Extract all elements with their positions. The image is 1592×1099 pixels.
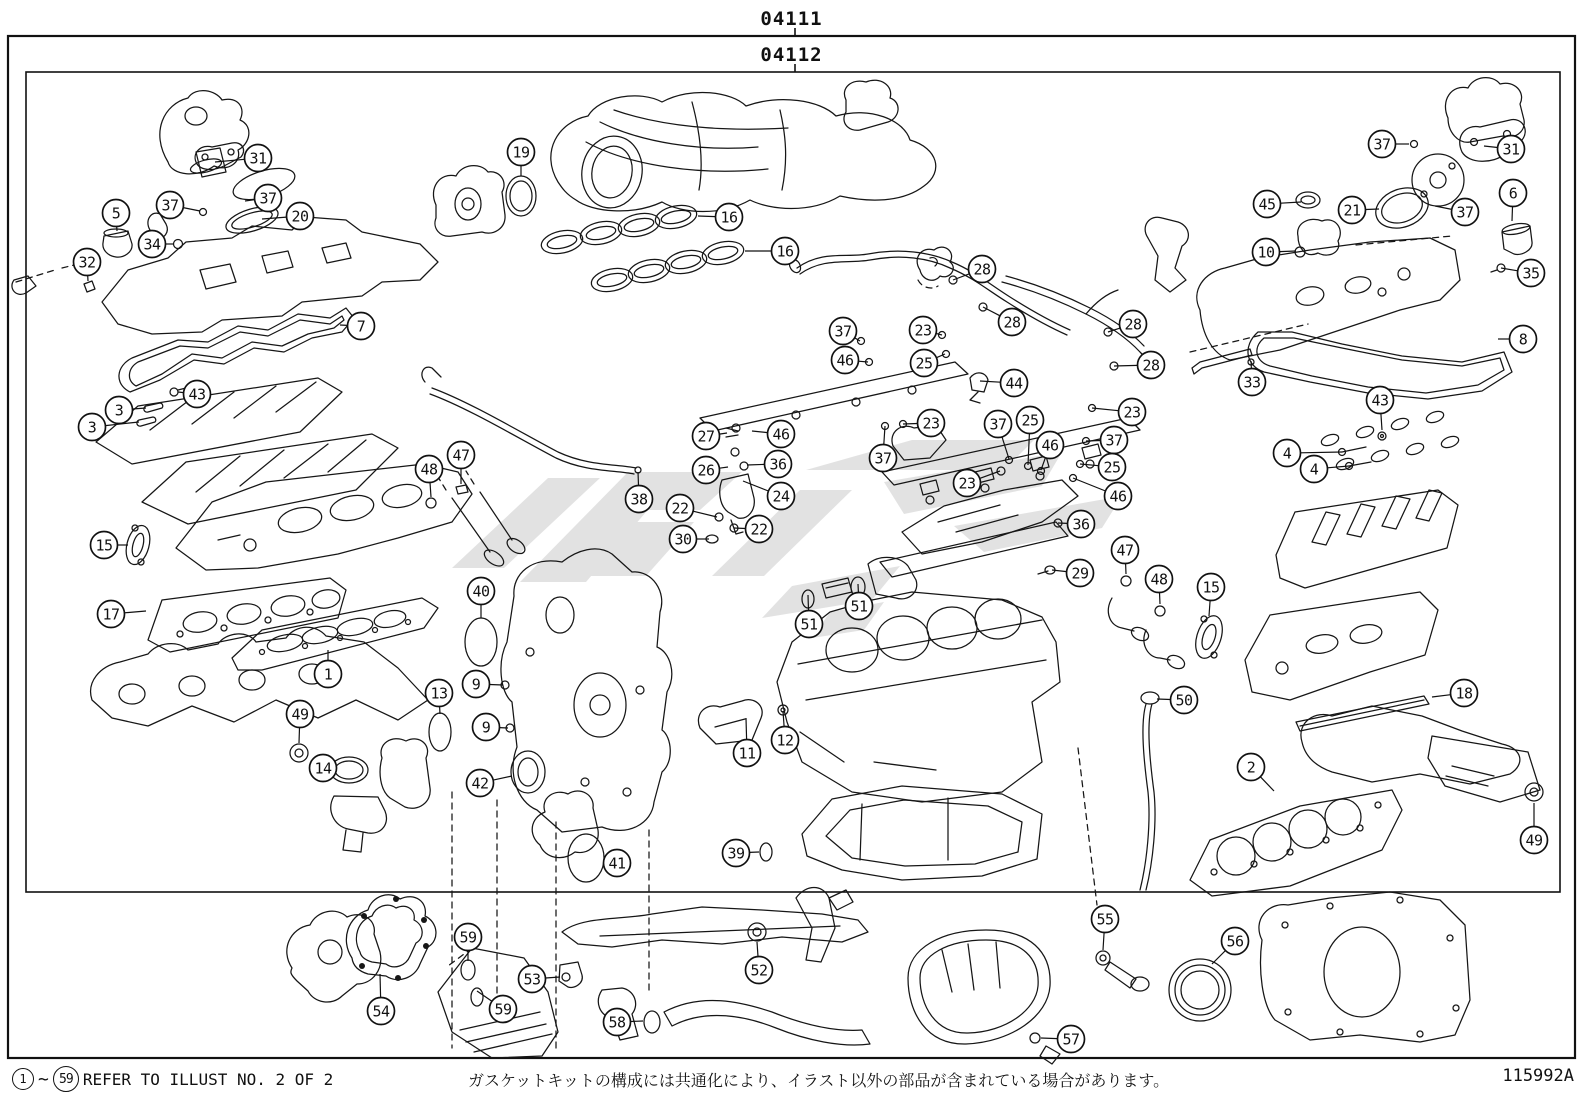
callout-leader-line xyxy=(490,685,504,686)
callout-number: 27 xyxy=(697,427,715,446)
callout-number: 37 xyxy=(1105,431,1123,450)
callout-41 xyxy=(604,850,631,877)
callout-number: 48 xyxy=(1150,570,1168,589)
callout-5 xyxy=(103,200,130,232)
callout-40 xyxy=(468,578,495,619)
callout-number: 23 xyxy=(914,321,932,340)
callout-12 xyxy=(772,711,799,754)
callout-number: 46 xyxy=(1109,487,1127,506)
callout-leader-line xyxy=(1092,408,1119,411)
callout-number: 30 xyxy=(674,530,692,549)
footer-reference-note xyxy=(12,1066,333,1092)
callout-leader-line xyxy=(1073,478,1106,491)
callout-number: 28 xyxy=(1003,313,1021,332)
callout-leader-line xyxy=(1114,365,1138,366)
callout-number: 37 xyxy=(1456,203,1474,222)
callout-43 xyxy=(178,381,211,408)
callout-50 xyxy=(1157,687,1198,714)
callout-leader-line xyxy=(546,977,561,978)
callout-leader-line xyxy=(299,728,300,744)
callout-number: 5 xyxy=(111,204,121,223)
callout-number: 3 xyxy=(114,401,124,420)
callout-number: 25 xyxy=(915,354,933,373)
callout-21 xyxy=(1339,197,1380,224)
callout-number: 47 xyxy=(1116,541,1134,560)
callout-43 xyxy=(1367,387,1394,431)
callout-9 xyxy=(473,714,509,741)
callout-number: 40 xyxy=(472,582,490,601)
callout-48 xyxy=(1146,566,1173,605)
callout-leader-line xyxy=(183,208,200,211)
figure-code-04111: 04111 xyxy=(760,8,823,30)
callout-leader-line xyxy=(808,595,809,611)
callout-37 xyxy=(830,318,861,345)
callout-49 xyxy=(287,701,314,744)
callout-leader-line xyxy=(430,483,431,498)
callout-39 xyxy=(723,840,760,867)
callout-number: 45 xyxy=(1258,195,1276,214)
callout-number: 23 xyxy=(922,414,940,433)
ref-circle-start: 1 xyxy=(12,1068,34,1090)
callout-number: 9 xyxy=(471,675,481,694)
callout-number: 2 xyxy=(1246,758,1256,777)
callout-leader-line xyxy=(936,333,942,335)
callout-23 xyxy=(903,410,945,437)
callout-2 xyxy=(1238,754,1275,792)
callout-leader-line xyxy=(1103,933,1104,951)
callout-47 xyxy=(1112,537,1139,575)
callout-number: 37 xyxy=(834,322,852,341)
callout-28 xyxy=(983,307,1026,336)
callout-number: 31 xyxy=(249,149,267,168)
callout-number: 37 xyxy=(259,189,277,208)
callout-number: 7 xyxy=(356,317,366,336)
callout-number: 15 xyxy=(95,536,113,555)
callout-number: 46 xyxy=(772,425,790,444)
callout-leader-line xyxy=(746,718,747,740)
callout-number: 22 xyxy=(671,499,689,518)
callout-leader-line xyxy=(743,481,768,491)
callout-number: 35 xyxy=(1522,264,1540,283)
callout-leader-line xyxy=(477,991,492,1001)
callout-leader-line xyxy=(1381,414,1382,431)
callout-number: 52 xyxy=(750,961,768,980)
callout-14 xyxy=(310,755,337,782)
callout-leader-line xyxy=(1280,251,1297,252)
callout-number: 16 xyxy=(776,242,794,261)
callout-number: 20 xyxy=(291,207,309,226)
callout-number: 41 xyxy=(608,854,626,873)
callout-53 xyxy=(519,966,561,993)
callout-number: 42 xyxy=(471,774,489,793)
callout-10 xyxy=(1253,239,1297,266)
callout-number: 29 xyxy=(1071,564,1089,583)
callout-number: 28 xyxy=(1142,356,1160,375)
callout-16 xyxy=(745,238,799,265)
callout-number: 58 xyxy=(608,1013,626,1032)
callout-number: 25 xyxy=(1103,458,1121,477)
callout-number: 54 xyxy=(372,1002,390,1021)
callout-number: 14 xyxy=(314,759,332,778)
callout-31 xyxy=(1484,136,1525,163)
callout-number: 47 xyxy=(452,446,470,465)
callout-37 xyxy=(1086,427,1128,454)
callout-28 xyxy=(1108,311,1147,338)
callout-leader-line xyxy=(1512,207,1513,222)
callout-18 xyxy=(1432,680,1478,707)
callout-leader-line xyxy=(719,467,728,468)
callout-number: 53 xyxy=(523,970,541,989)
callout-52 xyxy=(746,942,773,984)
callout-leader-line xyxy=(380,974,381,998)
callout-leader-line xyxy=(858,361,868,362)
callout-number: 31 xyxy=(1502,140,1520,159)
callout-28 xyxy=(953,256,996,283)
callout-number: 3 xyxy=(87,418,97,437)
callout-number: 22 xyxy=(750,520,768,539)
callout-leader-line xyxy=(1209,601,1210,617)
callout-16 xyxy=(698,204,743,231)
callout-number: 33 xyxy=(1243,373,1261,392)
callout-34 xyxy=(139,231,175,258)
callout-number: 57 xyxy=(1062,1030,1080,1049)
callout-leader-line xyxy=(631,1021,644,1022)
callout-leader-line xyxy=(719,433,727,434)
callout-number: 1 xyxy=(323,665,333,684)
callout-leader-line xyxy=(734,528,746,529)
callout-33 xyxy=(1239,361,1266,396)
callout-leader-line xyxy=(1157,699,1171,700)
callout-leader-line xyxy=(757,942,758,957)
callout-leader-line xyxy=(262,217,287,219)
callout-7 xyxy=(340,313,375,340)
callout-leader-line xyxy=(1366,209,1380,210)
callout-9 xyxy=(463,671,504,698)
callout-leader-line xyxy=(638,472,639,486)
callout-number: 18 xyxy=(1455,684,1473,703)
callout-55 xyxy=(1092,906,1119,951)
callout-45 xyxy=(1254,191,1302,218)
callout-leader-line xyxy=(752,431,768,433)
callout-number: 8 xyxy=(1518,330,1528,349)
callout-number: 59 xyxy=(494,1000,512,1019)
callout-leader-line xyxy=(747,464,765,465)
callout-number: 28 xyxy=(1124,315,1142,334)
callout-29 xyxy=(1052,560,1094,587)
figure-code-04112: 04112 xyxy=(760,44,823,66)
callout-leader-line xyxy=(1260,777,1274,791)
callout-number: 43 xyxy=(1371,391,1389,410)
callout-37 xyxy=(245,185,282,212)
callout-number: 13 xyxy=(430,684,448,703)
callout-leader-line xyxy=(1041,1038,1058,1039)
callout-46 xyxy=(752,421,795,448)
callout-number: 44 xyxy=(1005,374,1023,393)
callout-leader-line xyxy=(983,307,1000,316)
callout-35 xyxy=(1501,260,1545,287)
callout-56 xyxy=(1212,928,1249,965)
callout-number: 23 xyxy=(958,474,976,493)
callout-number: 50 xyxy=(1175,691,1193,710)
callout-number: 4 xyxy=(1309,460,1319,479)
callout-number: 34 xyxy=(143,235,161,254)
callout-leader-line xyxy=(1212,951,1226,965)
callout-23 xyxy=(910,317,943,344)
callout-leader-line xyxy=(1160,593,1161,605)
callout-49 xyxy=(1521,803,1548,854)
callout-6 xyxy=(1500,180,1527,222)
callout-37 xyxy=(1369,131,1410,158)
callout-number: 36 xyxy=(769,455,787,474)
callout-number: 36 xyxy=(1072,515,1090,534)
callout-number: 43 xyxy=(188,385,206,404)
callout-leader-line xyxy=(1435,206,1452,209)
callout-number: 19 xyxy=(512,143,530,162)
callout-28 xyxy=(1114,352,1165,379)
callout-number: 25 xyxy=(1021,411,1039,430)
callout-15 xyxy=(1198,574,1225,617)
callout-37 xyxy=(1435,199,1479,226)
callout-leader-line xyxy=(903,424,918,425)
callout-54 xyxy=(368,974,395,1025)
callout-13 xyxy=(426,680,453,715)
callout-leader-line xyxy=(1484,146,1498,148)
callout-number: 38 xyxy=(630,490,648,509)
callout-number: 37 xyxy=(989,415,1007,434)
callout-8 xyxy=(1498,326,1537,353)
callout-number: 23 xyxy=(1123,403,1141,422)
callout-17 xyxy=(98,601,147,628)
ref-circle-end: 59 xyxy=(53,1066,79,1092)
callout-leader-line xyxy=(783,711,784,727)
callout-number: 6 xyxy=(1508,184,1518,203)
callout-57 xyxy=(1041,1026,1085,1053)
ref-tilde: ~ xyxy=(38,1068,49,1090)
callout-number: 17 xyxy=(102,605,120,624)
callout-48 xyxy=(416,456,443,498)
callout-leader-line xyxy=(693,511,717,517)
callout-19 xyxy=(508,139,535,177)
callout-number: 39 xyxy=(727,844,745,863)
callout-number: 56 xyxy=(1226,932,1244,951)
callout-15 xyxy=(91,532,129,559)
callout-number: 37 xyxy=(1373,135,1391,154)
callout-leader-line xyxy=(1432,695,1451,697)
callout-leader-line xyxy=(1301,452,1343,453)
callout-number: 59 xyxy=(459,928,477,947)
callout-number: 24 xyxy=(772,487,790,506)
callout-number: 9 xyxy=(481,718,491,737)
callout-leader-line xyxy=(980,381,1001,382)
ref-text: REFER TO ILLUST NO. 2 OF 2 xyxy=(82,1069,334,1089)
callout-27 xyxy=(693,423,728,450)
callout-47 xyxy=(448,442,475,485)
callout-number: 55 xyxy=(1096,910,1114,929)
callout-number: 51 xyxy=(850,597,868,616)
callout-number: 48 xyxy=(420,460,438,479)
callout-number: 16 xyxy=(720,208,738,227)
callout-22 xyxy=(734,516,773,543)
callout-number: 28 xyxy=(973,260,991,279)
callout-number: 26 xyxy=(697,461,715,480)
drawing-code: 115992A xyxy=(1502,1066,1574,1086)
callout-37 xyxy=(157,192,201,219)
callout-number: 4 xyxy=(1282,444,1292,463)
callout-23 xyxy=(1092,399,1146,426)
callout-11 xyxy=(734,718,761,767)
callout-number: 51 xyxy=(800,615,818,634)
callout-leader-line xyxy=(125,611,147,613)
callout-32 xyxy=(74,249,101,282)
footer-japanese-note: ガスケットキットの構成には共通化により、イラスト以外の部品が含まれている場合があります。 xyxy=(468,1071,1170,1090)
callout-number: 46 xyxy=(1041,436,1059,455)
callout-number: 49 xyxy=(291,705,309,724)
callout-37 xyxy=(870,426,897,472)
callout-25 xyxy=(911,350,946,377)
callout-42 xyxy=(467,770,513,797)
callout-30 xyxy=(670,526,710,553)
callout-46 xyxy=(832,347,869,374)
callout-leader-line xyxy=(1086,441,1101,442)
callout-number: 12 xyxy=(776,731,794,750)
callout-number: 32 xyxy=(78,253,96,272)
callout-number: 37 xyxy=(874,449,892,468)
engine-line-art xyxy=(12,78,1543,1064)
callout-leader-line xyxy=(698,216,716,217)
callout-number: 49 xyxy=(1525,831,1543,850)
callout-leader-line xyxy=(493,776,512,780)
callout-leader-line xyxy=(1281,202,1302,203)
callout-36 xyxy=(747,451,792,478)
callout-number: 15 xyxy=(1202,578,1220,597)
callout-number: 46 xyxy=(836,351,854,370)
callout-59 xyxy=(477,991,517,1023)
callout-number: 11 xyxy=(738,744,756,763)
callout-number: 37 xyxy=(161,196,179,215)
callout-number: 21 xyxy=(1343,201,1361,220)
callout-number: 10 xyxy=(1257,243,1275,262)
callout-59 xyxy=(455,924,482,962)
